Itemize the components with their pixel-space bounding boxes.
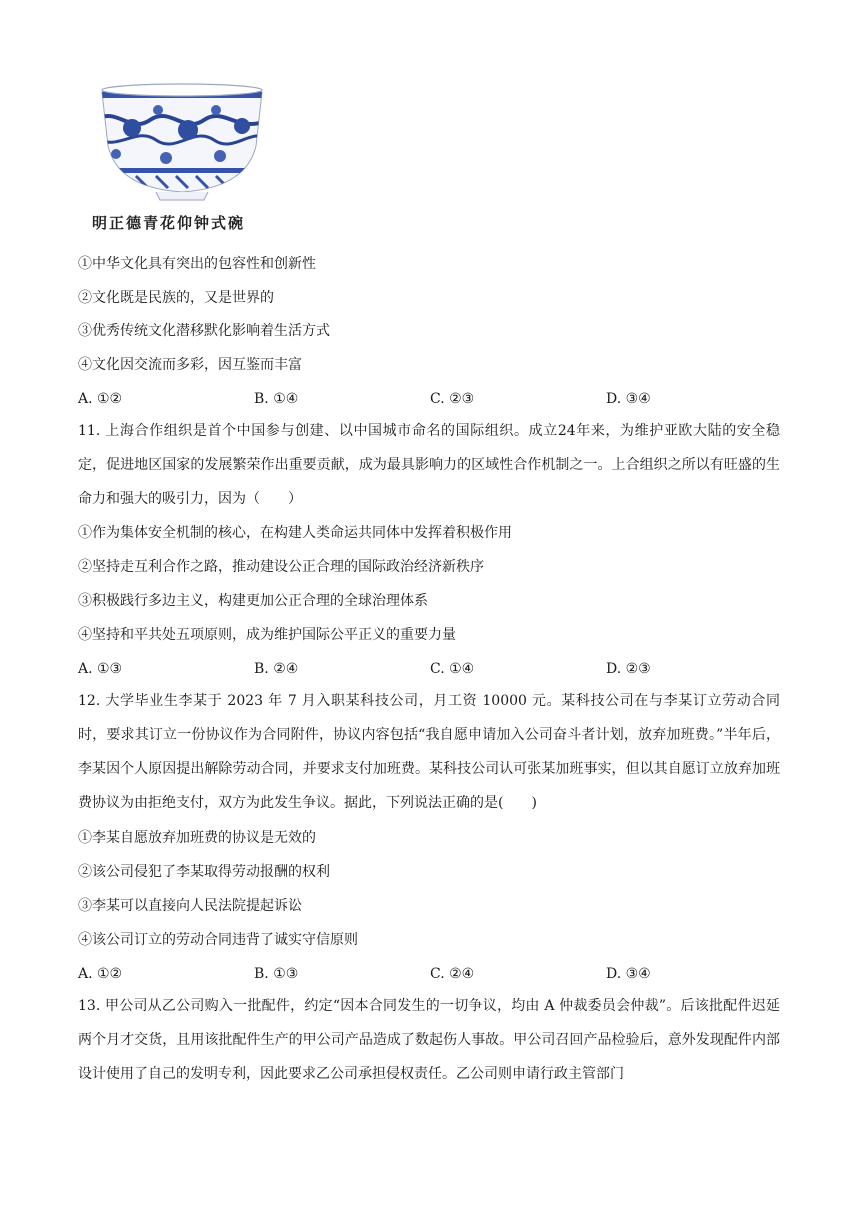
q10-item-3: ③优秀传统文化潜移默化影响着生活方式 xyxy=(78,323,330,339)
q10-option-b[interactable]: B. ①④ xyxy=(254,391,299,407)
q11-item-4: ④坚持和平共处五项原则，成为维护国际公平正义的重要力量 xyxy=(78,627,456,643)
q12-item-1: ①李某自愿放弃加班费的协议是无效的 xyxy=(78,830,316,846)
q10-item-1: ①中华文化具有突出的包容性和创新性 xyxy=(78,256,316,272)
porcelain-bowl-figure xyxy=(92,72,272,240)
q12-item-4: ④该公司订立的劳动合同违背了诚实守信原则 xyxy=(78,932,358,948)
q12-item-2: ②该公司侵犯了李某取得劳动报酬的权利 xyxy=(78,864,330,880)
q10-item-2: ②文化既是民族的，又是世界的 xyxy=(78,290,274,306)
q12-item-3: ③李某可以直接向人民法院提起诉讼 xyxy=(78,898,302,914)
q12-option-d[interactable]: D. ③④ xyxy=(606,966,651,982)
q10-option-a[interactable]: A. ①② xyxy=(78,391,123,407)
q11-item-2: ②坚持走互利合作之路，推动建设公正合理的国际政治经济新秩序 xyxy=(78,559,484,575)
q10-item-4: ④文化因交流而多彩，因互鉴而丰富 xyxy=(78,357,302,373)
q11-option-a[interactable]: A. ①③ xyxy=(78,661,123,677)
q12-stem: 12. 大学毕业生李某于 2023 年 7 月入职某科技公司，月工资 10000 元。某科技公司在与李某订立劳动合同时，要求其订立一份协议作为合同附件，协议内容包括“我自愿申请加入公司奋斗者计划，放弃加班费。”半年后，李某因个人原因提出解除劳动合同，并要求支付加班费。某科技公司认可张某加班事实，但以其自愿订立放弃加班费协议为由拒绝支付，双方为此发生争议。据此，下列说法正确的是( ) xyxy=(78,693,780,811)
q11-option-b[interactable]: B. ②④ xyxy=(254,661,299,677)
q13-stem: 13. 甲公司从乙公司购入一批配件，约定“因本合同发生的一切争议，均由 A 仲裁委员会仲裁”。后该批配件迟延两个月才交货，且用该批配件生产的甲公司产品造成了数起伤人事故。甲公司召回产品检验后，意外发现配件内部设计使用了自己的发明专利，因此要求乙公司承担侵权责任。乙公司则申请行政主管部门 xyxy=(78,998,780,1082)
q11-stem: 11. 上海合作组织是首个中国参与创建、以中国城市命名的国际组织。成立24年来，为维护亚欧大陆的安全稳定，促进地区国家的发展繁荣作出重要贡献，成为最具影响力的区域性合作机制之一。上合组织之所以有旺盛的生命力和强大的吸引力，因为（ ） xyxy=(78,423,780,507)
q12-option-b[interactable]: B. ①③ xyxy=(254,966,299,982)
q11-item-3: ③积极践行多边主义，构建更加公正合理的全球治理体系 xyxy=(78,593,428,609)
q12-option-c[interactable]: C. ②④ xyxy=(430,966,475,982)
q11-option-c[interactable]: C. ①④ xyxy=(430,661,475,677)
q11-option-d[interactable]: D. ②③ xyxy=(606,661,651,677)
q12-option-a[interactable]: A. ①② xyxy=(78,966,123,982)
blue-white-porcelain-bowl-image xyxy=(96,76,268,204)
q10-option-d[interactable]: D. ③④ xyxy=(606,391,651,407)
q11-item-1: ①作为集体安全机制的核心，在构建人类命运共同体中发挥着积极作用 xyxy=(78,525,512,541)
q10-option-c[interactable]: C. ②③ xyxy=(430,391,475,407)
figure-caption: 明正德青花仰钟式碗 xyxy=(92,214,246,232)
